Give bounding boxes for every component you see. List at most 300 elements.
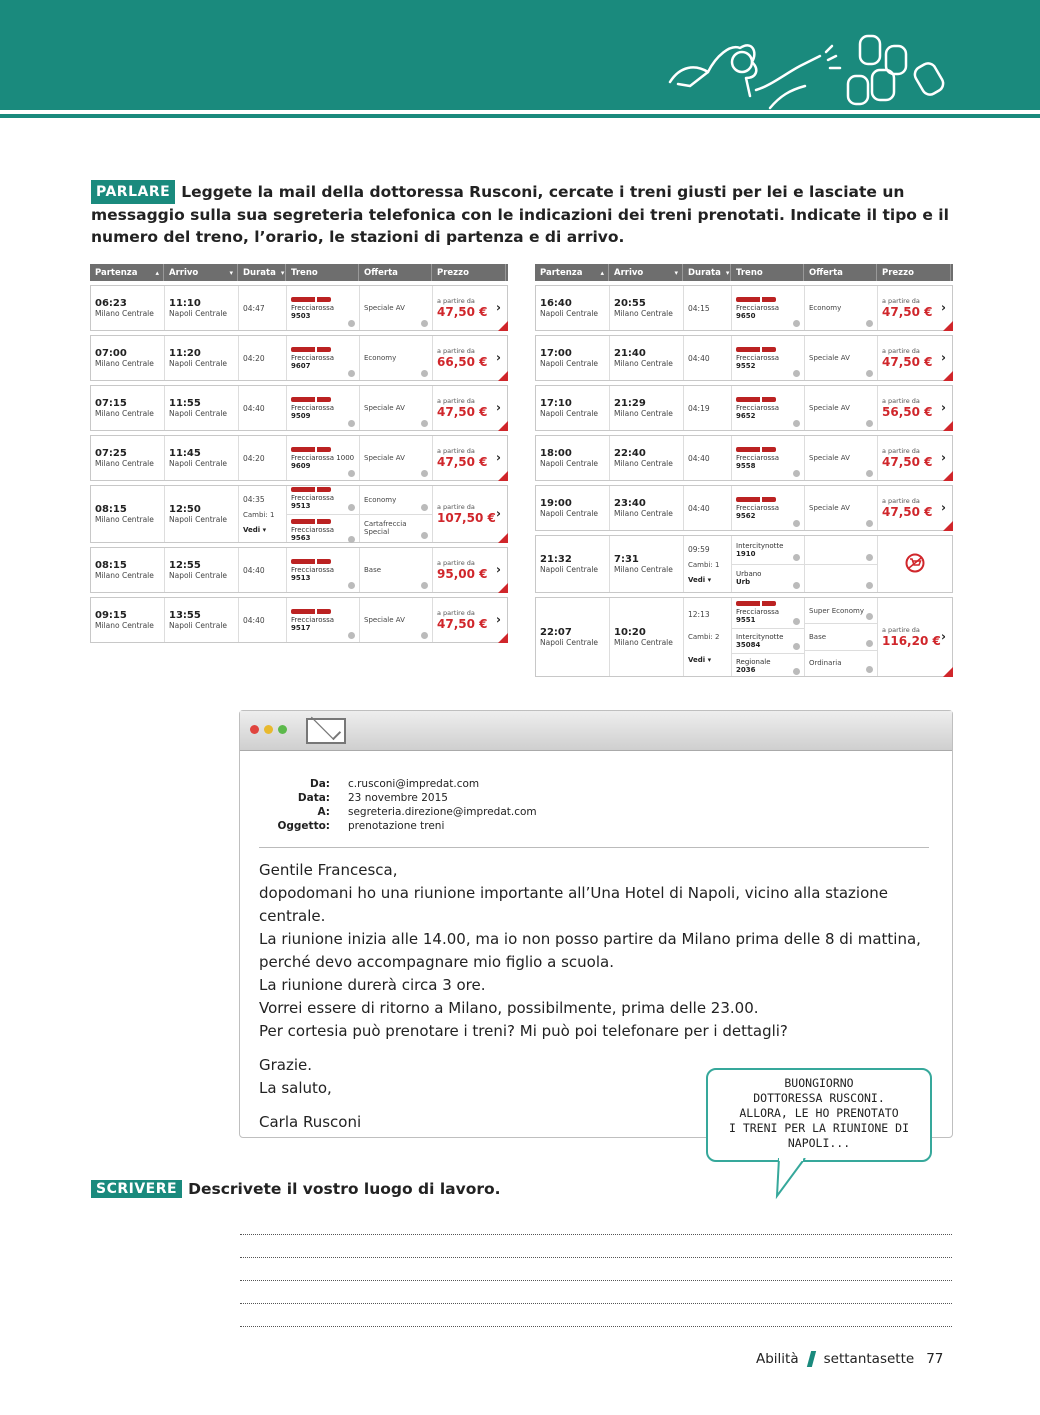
train-row[interactable] (90, 385, 508, 431)
arrival-cell (610, 386, 684, 430)
offer-cell (805, 436, 878, 480)
column-header-prezzo[interactable]: Prezzo (877, 264, 951, 281)
arrival-cell (165, 436, 239, 480)
column-header-partenza[interactable]: Partenza ▴ (535, 264, 609, 281)
train-name: Frecciarossa (736, 607, 780, 616)
table-header (90, 264, 508, 281)
see-details-link[interactable]: Vedi ▾ (688, 655, 712, 664)
column-header-arrivo[interactable]: Arrivo ▾ (164, 264, 238, 281)
info-icon[interactable] (866, 520, 873, 527)
departure-time: 07:15 (95, 398, 127, 409)
promo-corner-icon (498, 421, 508, 431)
chevron-right-icon[interactable]: › (496, 562, 501, 577)
info-icon[interactable] (793, 420, 800, 427)
info-icon[interactable] (421, 320, 428, 327)
speech-bubble (706, 1068, 932, 1162)
info-icon[interactable] (421, 532, 428, 539)
arrival-station: Napoli Centrale (169, 309, 228, 318)
info-icon[interactable] (421, 470, 428, 477)
price-cell (878, 436, 952, 480)
column-header-arrivo[interactable]: Arrivo ▾ (609, 264, 683, 281)
info-icon[interactable] (348, 420, 355, 427)
chevron-right-icon[interactable]: › (941, 500, 946, 515)
price-from-label: a partire da (882, 626, 920, 634)
train-row[interactable] (90, 335, 508, 381)
column-header-partenza[interactable]: Partenza ▴ (90, 264, 164, 281)
chevron-right-icon[interactable]: › (941, 400, 946, 415)
writing-line[interactable] (240, 1234, 952, 1235)
train-number: 9562 (736, 511, 756, 520)
train-name: Frecciarossa (291, 403, 335, 412)
price-value: 47,50 € (882, 355, 933, 369)
from-label: Da: (309, 778, 330, 790)
arrival-station: Milano Centrale (614, 309, 673, 318)
price-value: 47,50 € (437, 455, 488, 469)
promo-corner-icon (943, 371, 953, 381)
train-row[interactable] (535, 335, 953, 381)
info-icon[interactable] (348, 632, 355, 639)
arrival-time: 20:55 (614, 298, 646, 309)
duration-cell (684, 386, 732, 430)
info-icon[interactable] (866, 370, 873, 377)
departure-time: 16:40 (540, 298, 572, 309)
duration: 04:40 (688, 453, 710, 463)
arrival-time: 11:20 (169, 348, 201, 359)
train-segment (732, 386, 804, 430)
train-name: Frecciarossa (736, 453, 780, 462)
arrival-cell (610, 436, 684, 480)
train-number: 9609 (291, 461, 311, 470)
arrival-station: Milano Centrale (614, 459, 673, 468)
changes-count: Cambi: 1 (243, 510, 275, 519)
train-name: Frecciarossa (736, 303, 780, 312)
train-segment (287, 436, 359, 480)
info-icon[interactable] (421, 582, 428, 589)
train-name: Frecciarossa 1000 (291, 453, 355, 462)
train-segment (732, 286, 804, 330)
writing-line[interactable] (240, 1303, 952, 1304)
frecciarossa-logo (736, 497, 776, 502)
arrival-time: 12:50 (169, 504, 201, 515)
departure-time: 21:32 (540, 554, 572, 565)
price-cell (433, 286, 507, 330)
train-row[interactable] (535, 435, 953, 481)
departure-time: 17:10 (540, 398, 572, 409)
date-label: Data: (297, 792, 330, 804)
train-segment (732, 565, 804, 593)
column-header-offerta[interactable]: Offerta (804, 264, 877, 281)
arrival-station: Milano Centrale (614, 565, 673, 574)
info-icon[interactable] (866, 554, 873, 561)
duration: 04:40 (243, 615, 265, 625)
writing-line[interactable] (240, 1326, 952, 1327)
arrival-cell (165, 598, 239, 642)
duration-cell (684, 436, 732, 480)
info-icon[interactable] (866, 470, 873, 477)
offer-segment (360, 286, 432, 330)
offer-segment (805, 386, 877, 430)
departure-cell (536, 536, 610, 592)
train-row[interactable] (535, 485, 953, 531)
arrival-cell (165, 286, 239, 330)
sort-arrow-icon[interactable]: ▴ (600, 268, 604, 277)
duration-cell (239, 486, 287, 542)
column-header-treno[interactable]: Treno (286, 264, 359, 281)
departure-cell (91, 486, 165, 542)
arrival-station: Milano Centrale (614, 509, 673, 518)
train-number: 9513 (291, 501, 311, 510)
price-from-label: a partire da (882, 297, 920, 305)
departure-time: 09:15 (95, 610, 127, 621)
train-number: 1910 (736, 549, 756, 558)
arrival-cell (165, 336, 239, 380)
see-details-link[interactable]: Vedi ▾ (688, 575, 712, 584)
return-train-results (535, 264, 953, 677)
price-cell (433, 336, 507, 380)
arrival-station: Napoli Centrale (169, 571, 228, 580)
minimize-window-icon[interactable] (264, 725, 273, 734)
offer-name: Speciale AV (364, 454, 405, 462)
arrival-station: Napoli Centrale (169, 359, 228, 368)
frecciarossa-logo (291, 519, 331, 524)
scrivere-text: Descrivete il vostro luogo di lavoro. (188, 1180, 501, 1198)
scrivere-badge: SCRIVERE (91, 1180, 182, 1198)
departure-station: Milano Centrale (95, 515, 154, 524)
price-value: 66,50 € (437, 355, 488, 369)
arrival-station: Milano Centrale (614, 638, 673, 647)
offer-name: Ordinaria (809, 659, 842, 668)
price-from-label: a partire da (882, 497, 920, 505)
promo-corner-icon (498, 583, 508, 593)
train-segment (287, 515, 359, 546)
duration: 09:59 (688, 544, 710, 554)
arrival-cell (610, 536, 684, 592)
departure-station: Napoli Centrale (540, 509, 599, 518)
duration: 04:40 (688, 503, 710, 513)
info-icon[interactable] (348, 370, 355, 377)
duration-cell (239, 598, 287, 642)
departure-station: Napoli Centrale (540, 409, 599, 418)
promo-corner-icon (498, 371, 508, 381)
sort-arrow-icon[interactable]: ▴ (155, 268, 159, 277)
offer-cell (805, 386, 878, 430)
arrival-time: 11:55 (169, 398, 201, 409)
footer-section: Abilità (756, 1351, 799, 1367)
departure-station: Napoli Centrale (540, 459, 599, 468)
departure-station: Napoli Centrale (540, 565, 599, 574)
info-icon[interactable] (866, 320, 873, 327)
offer-cell (805, 336, 878, 380)
info-icon[interactable] (348, 320, 355, 327)
train-name: Frecciarossa (291, 565, 335, 574)
train-segment (732, 654, 804, 678)
body-line: La riunione inizia alle 14.00, ma io non posso partire da Milano prima delle 8 di mattina, perché devo accompagnare mio figlio a scuola. (259, 930, 921, 971)
info-icon[interactable] (348, 582, 355, 589)
train-name: Urbano (736, 570, 762, 579)
train-row[interactable] (535, 285, 953, 331)
arrival-station: Napoli Centrale (169, 515, 228, 524)
arrival-time: 23:40 (614, 498, 646, 509)
duration: 04:20 (243, 353, 265, 363)
price-from-label: a partire da (882, 447, 920, 455)
train-name: Frecciarossa (291, 303, 335, 312)
bubble-line: I TRENI PER LA RIUNIONE DI (728, 1121, 909, 1135)
train-number: 9563 (291, 533, 311, 542)
train-number: Urb (736, 578, 751, 587)
duration-cell (684, 286, 732, 330)
column-header-prezzo[interactable]: Prezzo (432, 264, 506, 281)
see-details-link[interactable]: Vedi ▾ (243, 525, 267, 534)
departure-cell (536, 436, 610, 480)
info-icon[interactable] (348, 504, 355, 511)
writing-line[interactable] (240, 1257, 952, 1258)
promo-corner-icon (943, 321, 953, 331)
offer-cell (360, 486, 433, 542)
people-juggling-cans-illustration (660, 26, 960, 110)
column-header-offerta[interactable]: Offerta (359, 264, 432, 281)
info-icon[interactable] (793, 320, 800, 327)
train-row[interactable] (90, 485, 508, 543)
sort-arrow-icon[interactable]: ▾ (725, 268, 730, 277)
promo-corner-icon (943, 667, 953, 677)
duration: 04:19 (688, 403, 710, 413)
departure-station: Napoli Centrale (540, 359, 599, 368)
train-number: 9503 (291, 311, 311, 320)
train-cell (287, 548, 360, 592)
footer-slash (806, 1351, 815, 1367)
train-cell (732, 598, 805, 676)
train-row[interactable] (535, 597, 953, 677)
frecciarossa-logo (291, 487, 331, 492)
train-cell (732, 436, 805, 480)
arrival-time: 22:40 (614, 448, 646, 459)
sort-arrow-icon[interactable]: ▾ (280, 268, 285, 277)
zoom-window-icon[interactable] (278, 725, 287, 734)
chevron-right-icon[interactable]: › (496, 350, 501, 365)
parlare-instructions (91, 180, 961, 248)
info-icon[interactable] (793, 470, 800, 477)
info-icon[interactable] (793, 668, 800, 675)
offer-segment (360, 436, 432, 480)
departure-cell (91, 436, 165, 480)
train-segment (732, 536, 804, 565)
column-header-durata[interactable]: Durata ▾ (238, 264, 286, 281)
price-cell (433, 436, 507, 480)
info-icon[interactable] (421, 632, 428, 639)
body-line: La riunione durerà circa 3 ore. (259, 976, 486, 994)
info-icon[interactable] (793, 618, 800, 625)
departure-cell (536, 386, 610, 430)
arrival-cell (610, 286, 684, 330)
changes-count: Cambi: 2 (688, 633, 720, 642)
departure-time: 07:25 (95, 448, 127, 459)
info-icon[interactable] (866, 582, 873, 589)
info-icon[interactable] (793, 520, 800, 527)
info-icon[interactable] (793, 370, 800, 377)
price-value: 47,50 € (437, 305, 488, 319)
price-cell (878, 598, 952, 676)
parlare-badge: PARLARE (91, 180, 175, 204)
offer-segment (360, 548, 432, 592)
info-icon[interactable] (866, 420, 873, 427)
offer-segment (360, 515, 432, 543)
arrival-cell (610, 598, 684, 676)
info-icon[interactable] (793, 554, 800, 561)
train-segment (287, 336, 359, 380)
train-cell (732, 486, 805, 530)
column-header-treno[interactable]: Treno (731, 264, 804, 281)
frecciarossa-logo (736, 297, 776, 302)
info-icon[interactable] (421, 504, 428, 511)
to-value: segreteria.direzione@impredat.com (348, 806, 537, 818)
closing-line: La saluto, (259, 1079, 332, 1097)
info-icon[interactable] (421, 370, 428, 377)
sort-arrow-icon[interactable]: ▾ (674, 268, 678, 277)
frecciarossa-logo (291, 347, 331, 352)
info-icon[interactable] (421, 420, 428, 427)
subject-label: Oggetto: (277, 820, 330, 832)
train-row[interactable] (90, 547, 508, 593)
offer-segment (805, 651, 877, 676)
train-row[interactable] (90, 597, 508, 643)
date-value: 23 novembre 2015 (348, 792, 448, 804)
page-number: 77 (926, 1351, 944, 1367)
bubble-line: NAPOLI... (787, 1136, 851, 1150)
price-value: 56,50 € (882, 405, 933, 419)
price-value: 47,50 € (437, 617, 488, 631)
price-from-label: a partire da (437, 609, 475, 617)
info-icon[interactable] (793, 582, 800, 589)
parlare-text: Leggete la mail della dottoressa Rusconi, cercate i treni giusti per lei e lasciate un messaggio sulla sua segreteria telefonica con le indicazioni dei treni prenotati. Indicate il tipo e il numero del treno, l’orario, le stazioni di partenza e di arrivo. (91, 183, 949, 246)
train-row[interactable] (535, 385, 953, 431)
info-icon[interactable] (866, 613, 873, 620)
train-row[interactable] (90, 285, 508, 331)
price-cell (878, 386, 952, 430)
arrival-station: Milano Centrale (614, 359, 673, 368)
chevron-right-icon[interactable]: › (496, 612, 501, 627)
offer-name: Speciale AV (364, 616, 405, 624)
arrival-time: 13:55 (169, 610, 201, 621)
train-name: Frecciarossa (736, 503, 780, 512)
arrival-station: Napoli Centrale (169, 409, 228, 418)
train-row[interactable] (535, 535, 953, 593)
arrival-time: 7:31 (614, 554, 639, 565)
price-from-label: a partire da (882, 347, 920, 355)
offer-segment (360, 598, 432, 642)
departure-cell (536, 598, 610, 676)
writing-line[interactable] (240, 1280, 952, 1281)
frecciarossa-logo (291, 559, 331, 564)
departure-cell (91, 386, 165, 430)
arrival-time: 11:45 (169, 448, 201, 459)
price-value: 107,50 € (437, 511, 496, 525)
departure-station: Milano Centrale (95, 571, 154, 580)
arrival-time: 11:10 (169, 298, 201, 309)
promo-corner-icon (498, 533, 508, 543)
arrival-cell (610, 336, 684, 380)
chevron-right-icon[interactable]: › (941, 300, 946, 315)
chevron-right-icon[interactable]: › (496, 450, 501, 465)
duration: 04:40 (688, 353, 710, 363)
price-cell (878, 336, 952, 380)
duration-cell (684, 536, 732, 592)
train-number: 9551 (736, 615, 756, 624)
chevron-right-icon[interactable]: › (496, 506, 501, 521)
duration-cell (239, 548, 287, 592)
train-cell (732, 386, 805, 430)
duration-cell (684, 336, 732, 380)
train-segment (287, 548, 359, 592)
departure-cell (91, 598, 165, 642)
price-from-label: a partire da (437, 559, 475, 567)
train-cell (287, 598, 360, 642)
column-header-durata[interactable]: Durata ▾ (683, 264, 731, 281)
offer-segment (360, 386, 432, 430)
chevron-right-icon[interactable]: › (941, 450, 946, 465)
price-value: 95,00 € (437, 567, 488, 581)
info-icon[interactable] (348, 536, 355, 543)
close-window-icon[interactable] (250, 725, 259, 734)
train-number: 9552 (736, 361, 756, 370)
promo-corner-icon (498, 633, 508, 643)
info-icon[interactable] (866, 666, 873, 673)
info-icon[interactable] (348, 470, 355, 477)
price-cell (878, 286, 952, 330)
chevron-right-icon[interactable]: › (941, 350, 946, 365)
info-icon[interactable] (793, 643, 800, 650)
departure-time: 06:23 (95, 298, 127, 309)
frecciarossa-logo (736, 447, 776, 452)
footer-page-word: settantasette (823, 1351, 915, 1367)
departure-station: Napoli Centrale (540, 309, 599, 318)
changes-count: Cambi: 1 (688, 560, 720, 569)
price-cell (878, 536, 952, 592)
train-name: Frecciarossa (736, 403, 780, 412)
offer-segment (805, 598, 877, 624)
email-divider (259, 847, 929, 848)
price-from-label: a partire da (437, 447, 475, 455)
bubble-line: ALLORA, LE HO PRENOTATO (739, 1106, 899, 1120)
departure-time: 22:07 (540, 627, 572, 638)
page-footer (756, 1351, 943, 1367)
bubble-line: DOTTORESSA RUSCONI. (753, 1091, 885, 1105)
duration: 04:35 (243, 494, 265, 504)
train-name: Frecciarossa (291, 525, 335, 534)
info-icon[interactable] (866, 640, 873, 647)
train-row[interactable] (90, 435, 508, 481)
train-number: 2036 (736, 665, 756, 674)
offer-segment (805, 565, 877, 593)
frecciarossa-logo (736, 397, 776, 402)
sort-arrow-icon[interactable]: ▾ (229, 268, 233, 277)
train-number: 35084 (736, 640, 761, 649)
price-value: 47,50 € (882, 455, 933, 469)
train-cell (732, 336, 805, 380)
chevron-right-icon[interactable]: › (941, 629, 946, 644)
arrival-time: 21:40 (614, 348, 646, 359)
chevron-right-icon[interactable]: › (496, 400, 501, 415)
chevron-right-icon[interactable]: › (496, 300, 501, 315)
closing-line: Grazie. (259, 1056, 313, 1074)
price-from-label: a partire da (882, 397, 920, 405)
promo-corner-icon (498, 321, 508, 331)
body-line: dopodomani ho una riunione importante all’Una Hotel di Napoli, vicino alla stazione centrale. (259, 884, 888, 925)
departure-time: 19:00 (540, 498, 572, 509)
price-from-label: a partire da (437, 397, 475, 405)
departure-time: 18:00 (540, 448, 572, 459)
price-cell (433, 598, 507, 642)
email-header (240, 777, 537, 833)
